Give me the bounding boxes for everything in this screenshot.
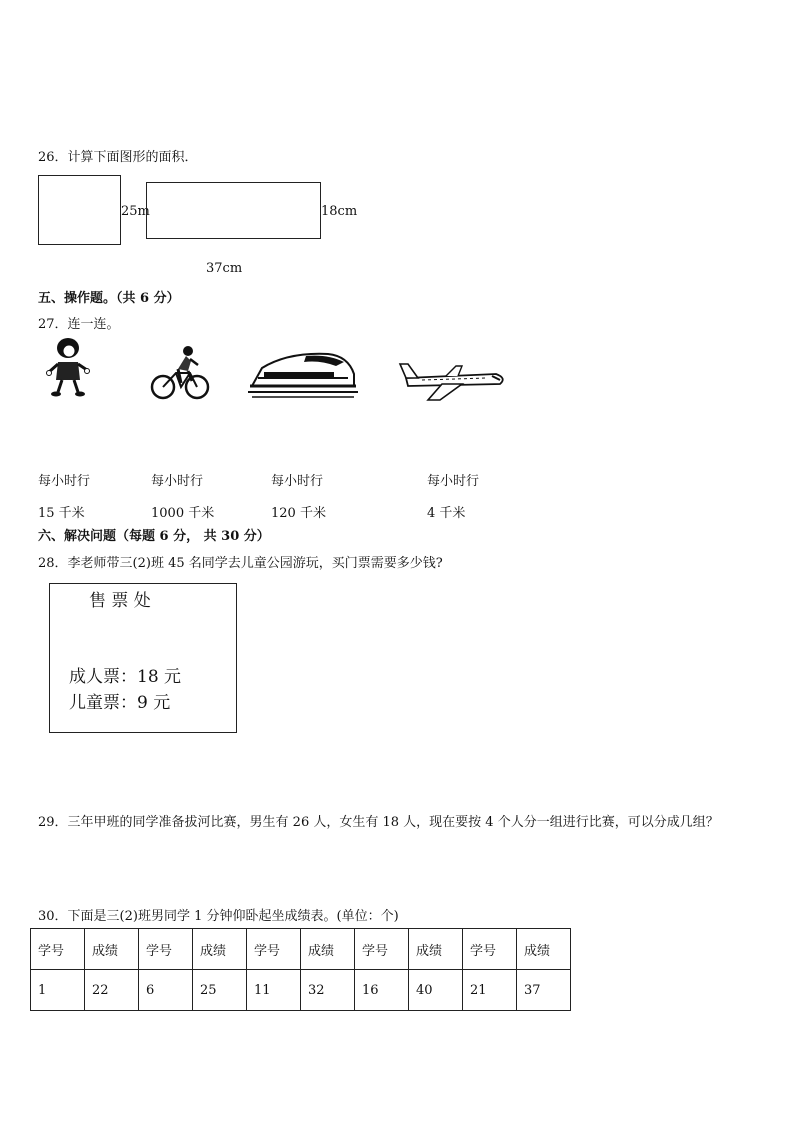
table-header-cell: 成绩 bbox=[517, 929, 571, 970]
train-icon bbox=[248, 350, 358, 400]
q29-title: 29．三年甲班的同学准备拔河比赛，男生有 26 人，女生有 18 人，现在要按 4 个人分一组进行比赛，可以分成几组？ bbox=[38, 815, 719, 830]
q28-title: 28．李老师带三(2)班 45 名同学去儿童公园游玩，买门票需要多少钱? bbox=[38, 556, 443, 571]
table-header-cell: 成绩 bbox=[409, 929, 463, 970]
section6-title: 六、解决问题（每题 6 分， 共 30 分） bbox=[38, 529, 270, 544]
square-side-label: 25m bbox=[121, 204, 150, 219]
airplane-icon bbox=[396, 360, 508, 402]
table-header-cell: 成绩 bbox=[85, 929, 139, 970]
table-cell: 40 bbox=[409, 970, 463, 1011]
score-table bbox=[30, 928, 571, 1011]
table-header-cell: 学号 bbox=[247, 929, 301, 970]
table-cell: 37 bbox=[517, 970, 571, 1011]
table-cell: 22 bbox=[85, 970, 139, 1011]
table-header-cell: 学号 bbox=[355, 929, 409, 970]
cyclist-icon bbox=[150, 343, 210, 401]
q30-title: 30．下面是三(2)班男同学 1 分钟仰卧起坐成绩表。(单位：个) bbox=[38, 909, 399, 924]
table-cell: 25 bbox=[193, 970, 247, 1011]
table-header-cell: 学号 bbox=[463, 929, 517, 970]
table-header-cell: 成绩 bbox=[301, 929, 355, 970]
square-figure bbox=[38, 175, 121, 245]
speed-label-1-line1: 每小时行 bbox=[38, 474, 91, 489]
table-cell: 6 bbox=[139, 970, 193, 1011]
rectangle-figure bbox=[146, 182, 321, 239]
adult-ticket-price: 成人票：18 元 bbox=[69, 667, 182, 687]
q27-title: 27．连一连。 bbox=[38, 317, 120, 332]
speed-label-4-line2: 4 千米 bbox=[427, 506, 466, 521]
table-row bbox=[31, 970, 571, 1011]
table-cell: 16 bbox=[355, 970, 409, 1011]
child-walking-icon bbox=[44, 336, 92, 398]
speed-label-3-line2: 120 千米 bbox=[271, 506, 326, 521]
speed-label-2-line2: 1000 千米 bbox=[151, 506, 215, 521]
table-header-row bbox=[31, 929, 571, 970]
table-header-cell: 学号 bbox=[139, 929, 193, 970]
section5-title: 五、操作题。（共 6 分） bbox=[38, 291, 180, 306]
rect-height-label: 18cm bbox=[321, 204, 358, 219]
speed-label-4-line1: 每小时行 bbox=[427, 474, 480, 489]
speed-label-1-line2: 15 千米 bbox=[38, 506, 85, 521]
rect-width-label: 37cm bbox=[206, 261, 243, 276]
table-cell: 21 bbox=[463, 970, 517, 1011]
ticket-office-title: 售 票 处 bbox=[89, 591, 151, 611]
table-header-cell: 成绩 bbox=[193, 929, 247, 970]
table-header-cell: 学号 bbox=[31, 929, 85, 970]
speed-label-3-line1: 每小时行 bbox=[271, 474, 324, 489]
q26-title: 26．计算下面图形的面积． bbox=[38, 150, 198, 165]
table-cell: 1 bbox=[31, 970, 85, 1011]
child-ticket-price: 儿童票：9 元 bbox=[69, 693, 171, 713]
ticket-office-sign bbox=[49, 583, 237, 733]
table-cell: 11 bbox=[247, 970, 301, 1011]
speed-label-2-line1: 每小时行 bbox=[151, 474, 204, 489]
table-cell: 32 bbox=[301, 970, 355, 1011]
